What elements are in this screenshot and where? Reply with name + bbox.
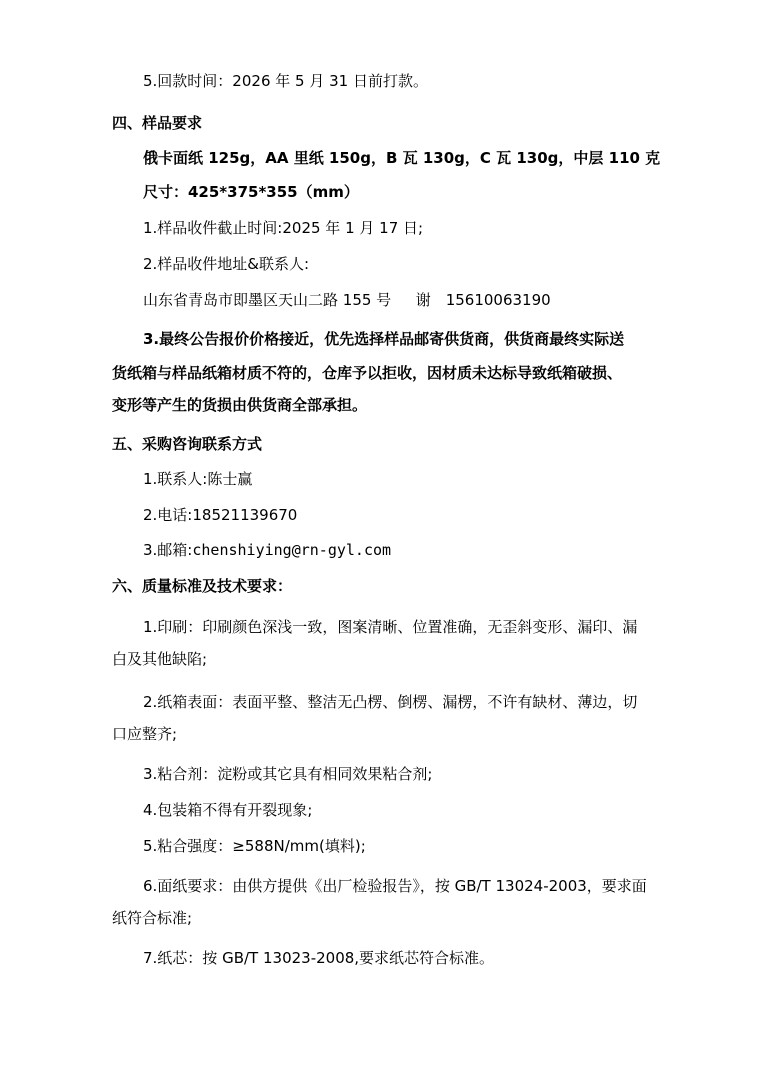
- sample-item-1: 1.样品收件截止时间:2025 年 1 月 17 日;: [143, 219, 424, 237]
- quality-item-2-line1: 2.纸箱表面：表面平整、整洁无凸楞、倒楞、漏楞，不许有缺材、薄边，切: [143, 693, 638, 711]
- quality-item-6-line1: 6.面纸要求：由供方提供《出厂检验报告》，按 GB/T 13024-2003，要求面: [143, 877, 647, 895]
- sample-item-3-line2: 货纸箱与样品纸箱材质不符的，仓库予以拒收，因材质未达标导致纸箱破损、: [112, 364, 623, 382]
- quality-item-1-line1: 1.印刷：印刷颜色深浅一致，图案清晰、位置准确，无歪斜变形、漏印、漏: [143, 618, 638, 636]
- contact-phone: 2.电话:18521139670: [143, 506, 298, 524]
- section-6-title: 六、质量标准及技术要求：: [112, 577, 293, 595]
- quality-item-5: 5.粘合强度：≥588N/mm(填料);: [143, 837, 366, 855]
- quality-item-3: 3.粘合剂：淀粉或其它具有相同效果粘合剂;: [143, 765, 433, 783]
- contact-person: 1.联系人:陈士赢: [143, 470, 253, 488]
- section-5-title: 五、采购咨询联系方式: [112, 435, 263, 453]
- quality-item-2-line2: 口应整齐;: [112, 725, 178, 743]
- sample-address: 山东省青岛市即墨区天山二路 155 号 谢 15610063190: [143, 291, 551, 309]
- quality-item-4: 4.包装箱不得有开裂现象;: [143, 801, 313, 819]
- quality-item-1-line2: 白及其他缺陷;: [112, 650, 208, 668]
- section-4-title: 四、样品要求: [112, 114, 203, 132]
- contact-email-label: 3.邮箱:: [143, 541, 193, 559]
- contact-email-row: [0, 540, 771, 560]
- sample-paper-spec: 俄卡面纸 125g，AA 里纸 150g，B 瓦 130g，C 瓦 130g，中层 110 克: [143, 149, 661, 167]
- sample-item-3-line3: 变形等产生的货损由供货商全部承担。: [112, 396, 368, 414]
- quality-item-7: 7.纸芯：按 GB/T 13023-2008,要求纸芯符合标准。: [143, 949, 495, 967]
- sample-item-3-line1: 3.最终公告报价价格接近，优先选择样品邮寄供货商，供货商最终实际送: [143, 330, 625, 348]
- sample-item-2: 2.样品收件地址&联系人:: [143, 255, 310, 273]
- quality-item-6-line2: 纸符合标准;: [112, 909, 193, 927]
- payment-item-5: 5.回款时间：2026 年 5 月 31 日前打款。: [143, 72, 428, 90]
- sample-size: 尺寸：425*375*355（mm）: [143, 183, 359, 201]
- contact-email: chenshiying@rn-gyl.com: [192, 541, 392, 559]
